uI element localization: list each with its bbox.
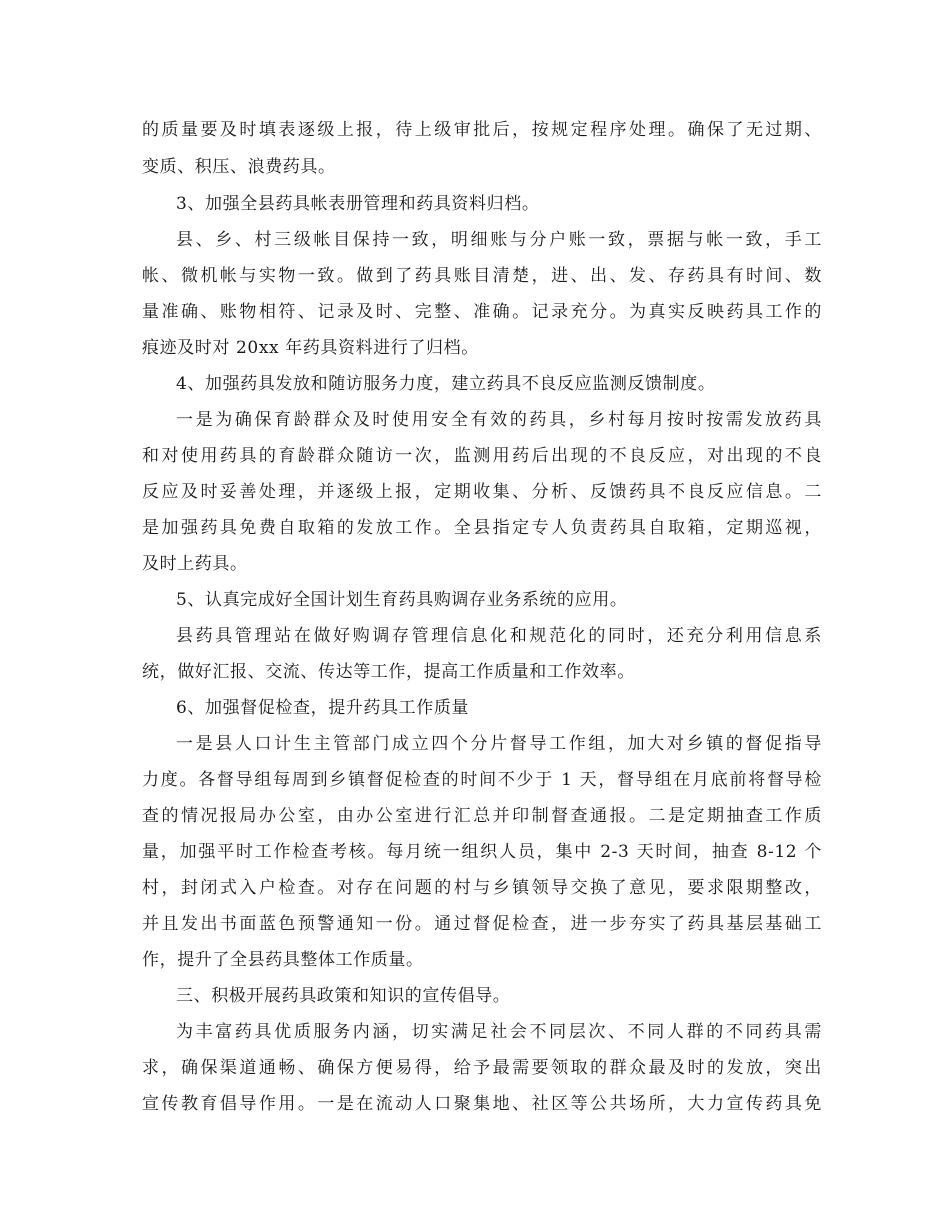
section-heading: 三、积极开展药具政策和知识的宣传倡导。 <box>176 986 511 1006</box>
text-line: 反应及时妥善处理，并逐级上报，定期收集、分析、反馈药具不良反应信息。二 <box>142 482 822 502</box>
text-line: 村，封闭式入户检查。对存在问题的村与乡镇领导交换了意见，要求限期整改， <box>142 878 822 898</box>
text-line: 变质、积压、浪费药具。 <box>142 157 336 177</box>
text-line: 是加强药具免费自取箱的发放工作。全县指定专人负责药具自取箱，定期巡视， <box>142 518 822 538</box>
text-line: 县、乡、村三级帐目保持一致，明细账与分户账一致，票据与帐一致，手工 <box>176 230 822 250</box>
text-line: 一是为确保育龄群众及时使用安全有效的药具，乡村每月按时按需发放药具 <box>176 410 822 430</box>
text-line: 查的情况报局办公室，由办公室进行汇总并印制督查通报。二是定期抽查工作质 <box>142 806 822 826</box>
text-line: 为丰富药具优质服务内涵，切实满足社会不同层次、不同人群的不同药具需 <box>176 1022 822 1042</box>
text-line: 求，确保渠道通畅、确保方便易得，给予最需要领取的群众最及时的发放，突出 <box>142 1058 822 1078</box>
text-line: 痕迹及时对 20xx 年药具资料进行了归档。 <box>142 338 479 358</box>
text-line: 及时上药具。 <box>142 554 248 574</box>
text-line: 的质量要及时填表逐级上报，待上级审批后，按规定程序处理。确保了无过期、 <box>142 120 822 140</box>
text-line: 县药具管理站在做好购调存管理信息化和规范化的同时，还充分利用信息系 <box>176 626 822 646</box>
section-heading: 4、加强药具发放和随访服务力度，建立药具不良反应监测反馈制度。 <box>176 374 716 394</box>
section-heading: 3、加强全县药具帐表册管理和药具资料归档。 <box>176 194 540 214</box>
section-heading: 5、认真完成好全国计划生育药具购调存业务系统的应用。 <box>176 590 628 610</box>
text-line: 并且发出书面蓝色预警通知一份。通过督促检查，进一步夯实了药具基层基础工 <box>142 914 822 934</box>
text-line: 宣传教育倡导作用。一是在流动人口聚集地、社区等公共场所，大力宣传药具免 <box>142 1094 822 1114</box>
text-line: 量，加强平时工作检查考核。每月统一组织人员，集中 2-3 天时间，抽查 8-12 个 <box>142 842 822 862</box>
text-line: 力度。各督导组每周到乡镇督促检查的时间不少于 1 天，督导组在月底前将督导检 <box>142 770 822 790</box>
text-line: 和对使用药具的育龄群众随访一次，监测用药后出现的不良反应，对出现的不良 <box>142 446 822 466</box>
text-line: 帐、微机帐与实物一致。做到了药具账目清楚，进、出、发、存药具有时间、数 <box>142 266 822 286</box>
section-heading: 6、加强督促检查，提升药具工作质量 <box>176 698 470 718</box>
text-line: 量准确、账物相符、记录及时、完整、准确。记录充分。为真实反映药具工作的 <box>142 302 822 322</box>
text-line: 作，提升了全县药具整体工作质量。 <box>142 950 424 970</box>
text-line: 一是县人口计生主管部门成立四个分片督导工作组，加大对乡镇的督促指导 <box>176 734 822 754</box>
text-line: 统，做好汇报、交流、传达等工作，提高工作质量和工作效率。 <box>142 662 635 682</box>
